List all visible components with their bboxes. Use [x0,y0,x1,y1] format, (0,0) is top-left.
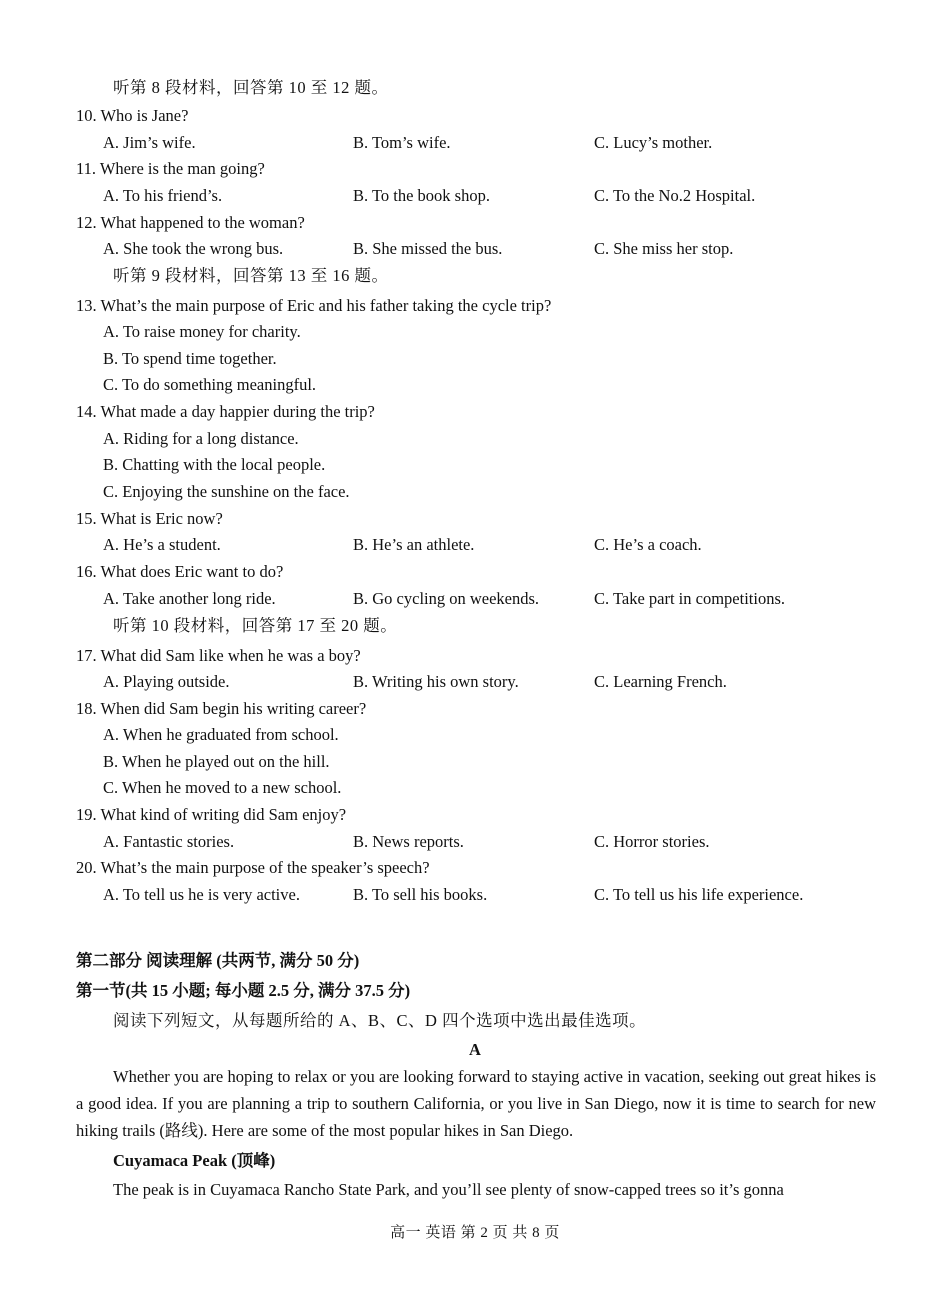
question-19-option-b: B. News reports. [353,832,464,851]
question-13-option-b: B. To spend time together. [103,349,277,368]
question-15-option-b: B. He’s an athlete. [353,535,475,554]
part-2-heading: 第二部分 阅读理解 (共两节, 满分 50 分) [76,951,360,970]
question-15-option-a: A. He’s a student. [103,535,221,554]
question-20-option-a: A. To tell us he is very active. [103,885,300,904]
question-15-option-c: C. He’s a coach. [594,535,702,554]
section-9-instruction: 听第 9 段材料，回答第 13 至 16 题。 [113,266,389,285]
passage-paragraph-2: The peak is in Cuyamaca Rancho State Park, and you’ll see plenty of snow-capped trees so it’s gonna [113,1180,784,1199]
question-14-option-c: C. Enjoying the sunshine on the face. [103,482,350,501]
passage-subtitle: Cuyamaca Peak (顶峰) [113,1151,276,1170]
question-18: 18. When did Sam begin his writing career? [76,699,367,718]
question-20-option-b: B. To sell his books. [353,885,488,904]
question-12-option-a: A. She took the wrong bus. [103,239,284,258]
section-8-instruction: 听第 8 段材料，回答第 10 至 12 题。 [113,78,389,97]
page-footer: 高一 英语 第 2 页 共 8 页 [390,1225,560,1241]
question-14-option-b: B. Chatting with the local people. [103,455,326,474]
question-11-option-b: B. To the book shop. [353,186,490,205]
question-10: 10. Who is Jane? [76,106,189,125]
question-16-option-a: A. Take another long ride. [103,589,276,608]
question-11-option-a: A. To his friend’s. [103,186,223,205]
question-20-option-c: C. To tell us his life experience. [594,885,804,904]
question-13: 13. What’s the main purpose of Eric and his father taking the cycle trip? [76,296,552,315]
question-17: 17. What did Sam like when he was a boy? [76,646,361,665]
question-20: 20. What’s the main purpose of the speaker’s speech? [76,858,430,877]
passage-label: A [469,1040,481,1059]
question-16-option-b: B. Go cycling on weekends. [353,589,540,608]
question-16-option-c: C. Take part in competitions. [594,589,786,608]
passage-paragraph-1: Whether you are hoping to relax or you are looking forward to staying active in vacation, seeking out great hikes is a good idea. If you are planning a trip to southern California, or you live in San Diego, now it is time to search for new hiking trails (路线). Here are some of the most popular hikes in San Diego. [76,1067,876,1140]
question-14-option-a: A. Riding for a long distance. [103,429,299,448]
question-19: 19. What kind of writing did Sam enjoy? [76,805,347,824]
reading-instruction: 阅读下列短文，从每题所给的 A、B、C、D 四个选项中选出最佳选项。 [113,1011,647,1030]
question-19-option-c: C. Horror stories. [594,832,710,851]
question-17-option-b: B. Writing his own story. [353,672,519,691]
question-16: 16. What does Eric want to do? [76,562,284,581]
question-10-option-b: B. Tom’s wife. [353,133,451,152]
part-2-subheading: 第一节(共 15 小题; 每小题 2.5 分, 满分 37.5 分) [76,981,411,1000]
question-15: 15. What is Eric now? [76,509,223,528]
question-11: 11. Where is the man going? [76,159,265,178]
question-12: 12. What happened to the woman? [76,213,305,232]
question-13-option-a: A. To raise money for charity. [103,322,301,341]
question-12-option-c: C. She miss her stop. [594,239,734,258]
question-17-option-a: A. Playing outside. [103,672,230,691]
section-10-instruction: 听第 10 段材料，回答第 17 至 20 题。 [113,616,398,635]
question-10-option-a: A. Jim’s wife. [103,133,196,152]
question-14: 14. What made a day happier during the trip? [76,402,375,421]
question-19-option-a: A. Fantastic stories. [103,832,235,851]
question-18-option-b: B. When he played out on the hill. [103,752,330,771]
question-13-option-c: C. To do something meaningful. [103,375,317,394]
question-18-option-a: A. When he graduated from school. [103,725,339,744]
question-12-option-b: B. She missed the bus. [353,239,503,258]
question-10-option-c: C. Lucy’s mother. [594,133,713,152]
question-18-option-c: C. When he moved to a new school. [103,778,342,797]
question-11-option-c: C. To the No.2 Hospital. [594,186,756,205]
question-17-option-c: C. Learning French. [594,672,727,691]
